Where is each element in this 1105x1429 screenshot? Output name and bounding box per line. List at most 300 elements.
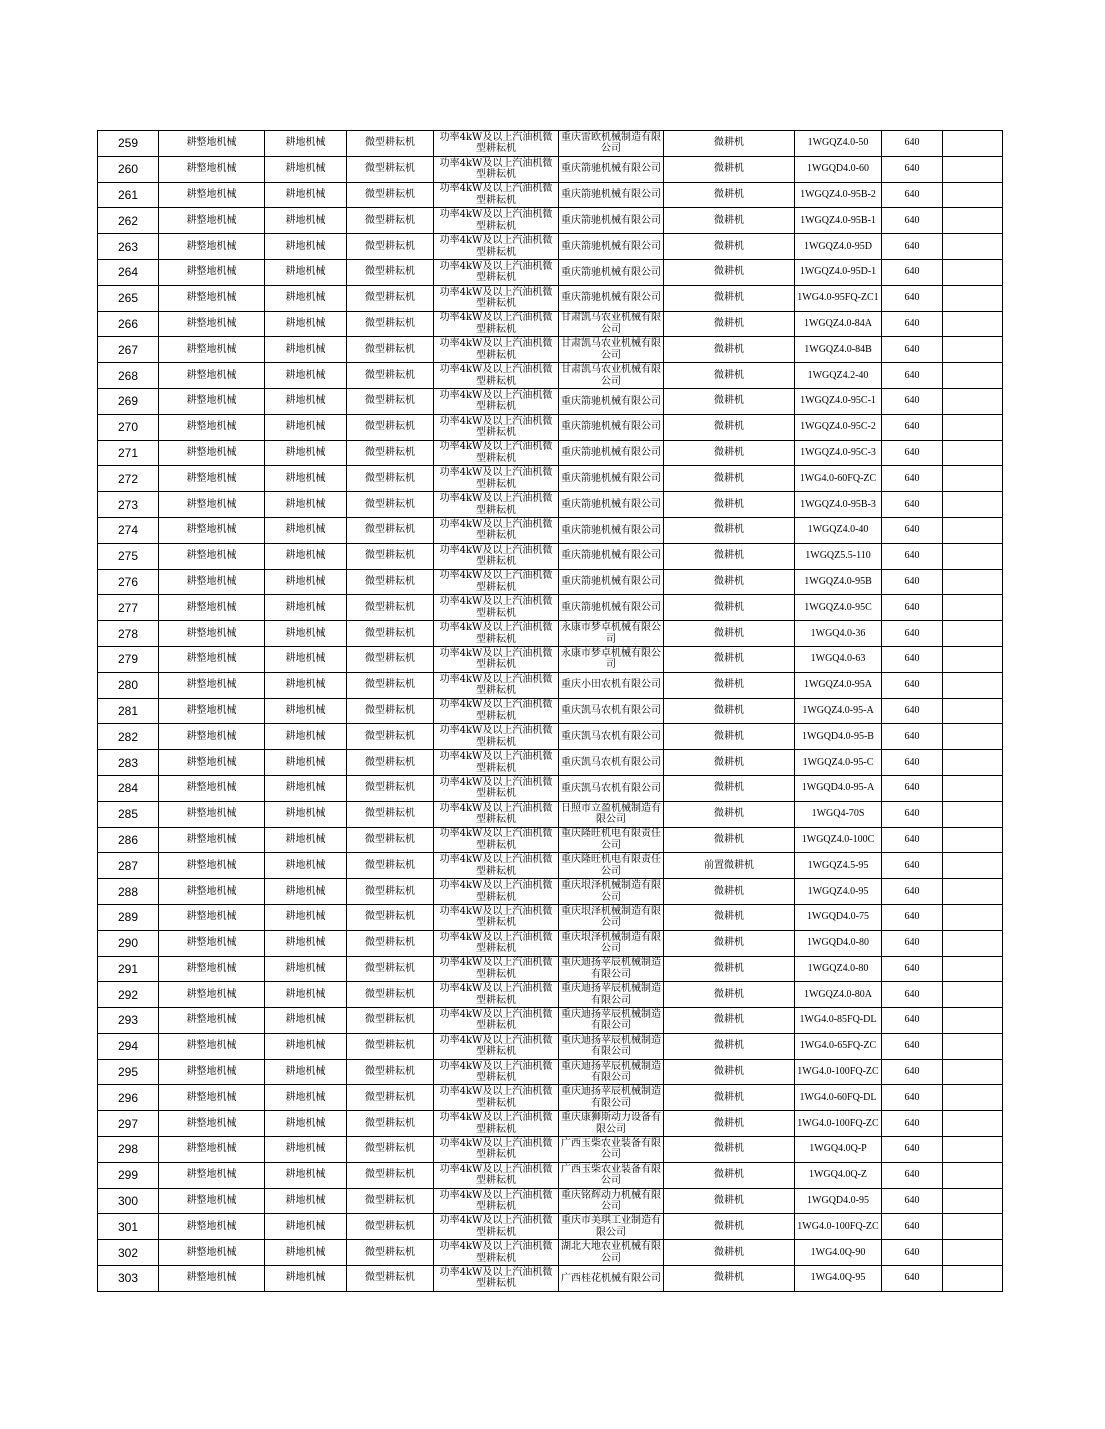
category-cell: 耕整地机械 <box>159 930 265 956</box>
grade-spec-cell <box>434 1240 559 1266</box>
grade-spec-cell <box>434 363 559 389</box>
product-name-cell: 微耕机 <box>664 1162 795 1188</box>
model-cell: 1WGQD4.0-95-B <box>795 724 882 750</box>
product-name-cell: 微耕机 <box>664 517 795 543</box>
grade-spec-cell <box>434 1085 559 1111</box>
product-name-cell: 微耕机 <box>664 1240 795 1266</box>
table-row <box>98 182 1003 208</box>
serial-number-cell: 286 <box>98 827 159 853</box>
subcategory-cell: 耕地机械 <box>265 466 347 492</box>
remark-cell <box>943 801 1003 827</box>
model-cell: 1WGQD4.0-80 <box>795 930 882 956</box>
model-cell: 1WG4.0Q-95 <box>795 1266 882 1292</box>
subcategory-cell: 耕地机械 <box>265 1137 347 1163</box>
manufacturer-cell-text: 日照市立盈机械制造有限公司 <box>561 802 661 826</box>
subsidy-amount-cell: 640 <box>882 595 943 621</box>
table-row <box>98 311 1003 337</box>
subcategory-cell: 耕地机械 <box>265 440 347 466</box>
table-row <box>98 1240 1003 1266</box>
category-cell: 耕整地机械 <box>159 543 265 569</box>
subsidy-amount-cell: 640 <box>882 853 943 879</box>
manufacturer-cell <box>559 259 664 285</box>
product-name-cell: 微耕机 <box>664 672 795 698</box>
grade-spec-cell <box>434 208 559 234</box>
grade-spec-cell <box>434 131 559 157</box>
grade-spec-cell-text: 功率4kW及以上汽油机微型耕耘机 <box>439 931 553 955</box>
grade-spec-cell <box>434 775 559 801</box>
manufacturer-cell <box>559 775 664 801</box>
manufacturer-cell <box>559 569 664 595</box>
product-name-cell: 微耕机 <box>664 750 795 776</box>
item-cell: 微型耕耘机 <box>347 466 434 492</box>
grade-spec-cell <box>434 827 559 853</box>
category-cell: 耕整地机械 <box>159 1008 265 1034</box>
grade-spec-cell <box>434 672 559 698</box>
remark-cell <box>943 853 1003 879</box>
manufacturer-cell-text: 重庆小田农机有限公司 <box>561 679 661 691</box>
category-cell: 耕整地机械 <box>159 724 265 750</box>
remark-cell <box>943 492 1003 518</box>
serial-number-cell: 268 <box>98 363 159 389</box>
item-cell: 微型耕耘机 <box>347 440 434 466</box>
model-cell: 1WG4.0-100FQ-ZC <box>795 1111 882 1137</box>
manufacturer-cell <box>559 156 664 182</box>
product-name-cell: 微耕机 <box>664 646 795 672</box>
item-cell: 微型耕耘机 <box>347 801 434 827</box>
product-name-cell: 微耕机 <box>664 1008 795 1034</box>
serial-number-cell: 300 <box>98 1188 159 1214</box>
product-name-cell: 微耕机 <box>664 311 795 337</box>
subsidy-amount-cell: 640 <box>882 827 943 853</box>
grade-spec-cell-text: 功率4kW及以上汽油机微型耕耘机 <box>439 183 553 206</box>
grade-spec-cell <box>434 801 559 827</box>
product-name-cell: 微耕机 <box>664 775 795 801</box>
remark-cell <box>943 930 1003 956</box>
product-name-cell: 微耕机 <box>664 827 795 853</box>
manufacturer-cell-text: 重庆箭驰机械有限公司 <box>561 163 661 175</box>
table-row <box>98 595 1003 621</box>
manufacturer-cell-text: 重庆箭驰机械有限公司 <box>561 498 661 510</box>
serial-number-cell: 284 <box>98 775 159 801</box>
category-cell: 耕整地机械 <box>159 621 265 647</box>
serial-number-cell: 291 <box>98 956 159 982</box>
manufacturer-cell-text: 重庆垠泽机械制造有限公司 <box>561 905 661 929</box>
table-row <box>98 543 1003 569</box>
serial-number-cell: 276 <box>98 569 159 595</box>
grade-spec-cell-text: 功率4kW及以上汽油机微型耕耘机 <box>439 622 553 645</box>
category-cell: 耕整地机械 <box>159 956 265 982</box>
grade-spec-cell <box>434 388 559 414</box>
grade-spec-cell <box>434 1162 559 1188</box>
subcategory-cell: 耕地机械 <box>265 259 347 285</box>
remark-cell <box>943 131 1003 157</box>
manufacturer-cell <box>559 1033 664 1059</box>
grade-spec-cell-text: 功率4kW及以上汽油机微型耕耘机 <box>439 389 553 413</box>
serial-number-cell: 260 <box>98 156 159 182</box>
category-cell: 耕整地机械 <box>159 388 265 414</box>
product-name-cell: 前置微耕机 <box>664 853 795 879</box>
product-name-cell: 微耕机 <box>664 363 795 389</box>
manufacturer-cell <box>559 285 664 311</box>
grade-spec-cell <box>434 1266 559 1292</box>
category-cell: 耕整地机械 <box>159 311 265 337</box>
remark-cell <box>943 1188 1003 1214</box>
grade-spec-cell-text: 功率4kW及以上汽油机微型耕耘机 <box>439 260 553 284</box>
grade-spec-cell-text: 功率4kW及以上汽油机微型耕耘机 <box>439 1008 553 1032</box>
manufacturer-cell-text: 重庆康狮斯动力设备有限公司 <box>561 1112 661 1135</box>
grade-spec-cell-text: 功率4kW及以上汽油机微型耕耘机 <box>439 157 553 181</box>
category-cell: 耕整地机械 <box>159 517 265 543</box>
subsidy-amount-cell: 640 <box>882 1033 943 1059</box>
grade-spec-cell-text: 功率4kW及以上汽油机微型耕耘机 <box>439 828 553 851</box>
manufacturer-cell <box>559 879 664 905</box>
item-cell: 微型耕耘机 <box>347 1111 434 1137</box>
grade-spec-cell <box>434 1137 559 1163</box>
product-name-cell: 微耕机 <box>664 543 795 569</box>
subcategory-cell: 耕地机械 <box>265 879 347 905</box>
item-cell: 微型耕耘机 <box>347 517 434 543</box>
item-cell: 微型耕耘机 <box>347 156 434 182</box>
model-cell: 1WG4.0-100FQ-ZC <box>795 1214 882 1240</box>
serial-number-cell: 266 <box>98 311 159 337</box>
manufacturer-cell-text: 甘肃凯马农业机械有限公司 <box>561 312 661 335</box>
grade-spec-cell <box>434 1008 559 1034</box>
table-row <box>98 982 1003 1008</box>
grade-spec-cell-text: 功率4kW及以上汽油机微型耕耘机 <box>439 1112 553 1135</box>
manufacturer-cell-text: 永康市梦卓机械有限公司 <box>561 647 661 671</box>
subsidy-amount-cell: 640 <box>882 414 943 440</box>
product-name-cell: 微耕机 <box>664 1266 795 1292</box>
product-name-cell: 微耕机 <box>664 595 795 621</box>
serial-number-cell: 290 <box>98 930 159 956</box>
serial-number-cell: 293 <box>98 1008 159 1034</box>
category-cell: 耕整地机械 <box>159 595 265 621</box>
grade-spec-cell <box>434 492 559 518</box>
grade-spec-cell-text: 功率4kW及以上汽油机微型耕耘机 <box>439 235 553 258</box>
serial-number-cell: 303 <box>98 1266 159 1292</box>
category-cell: 耕整地机械 <box>159 492 265 518</box>
model-cell: 1WGQZ4.0-50 <box>795 131 882 157</box>
category-cell: 耕整地机械 <box>159 646 265 672</box>
item-cell: 微型耕耘机 <box>347 543 434 569</box>
serial-number-cell: 301 <box>98 1214 159 1240</box>
item-cell: 微型耕耘机 <box>347 569 434 595</box>
grade-spec-cell-text: 功率4kW及以上汽油机微型耕耘机 <box>439 415 553 439</box>
grade-spec-cell-text: 功率4kW及以上汽油机微型耕耘机 <box>439 983 553 1006</box>
subcategory-cell: 耕地机械 <box>265 1059 347 1085</box>
grade-spec-cell-text: 功率4kW及以上汽油机微型耕耘机 <box>439 802 553 826</box>
subsidy-amount-cell: 640 <box>882 750 943 776</box>
product-name-cell: 微耕机 <box>664 621 795 647</box>
grade-spec-cell <box>434 698 559 724</box>
subsidy-amount-cell: 640 <box>882 1085 943 1111</box>
subcategory-cell: 耕地机械 <box>265 1162 347 1188</box>
manufacturer-cell-text: 重庆箭驰机械有限公司 <box>561 215 661 227</box>
category-cell: 耕整地机械 <box>159 285 265 311</box>
subsidy-amount-cell: 640 <box>882 1188 943 1214</box>
category-cell: 耕整地机械 <box>159 569 265 595</box>
product-name-cell: 微耕机 <box>664 131 795 157</box>
item-cell: 微型耕耘机 <box>347 208 434 234</box>
model-cell: 1WGQD4.0-60 <box>795 156 882 182</box>
subsidy-amount-cell: 640 <box>882 182 943 208</box>
subsidy-amount-cell: 640 <box>882 672 943 698</box>
category-cell: 耕整地机械 <box>159 827 265 853</box>
manufacturer-cell-text: 重庆箭驰机械有限公司 <box>561 550 661 562</box>
item-cell: 微型耕耘机 <box>347 337 434 363</box>
remark-cell <box>943 414 1003 440</box>
remark-cell <box>943 879 1003 905</box>
remark-cell <box>943 698 1003 724</box>
subsidy-amount-cell: 640 <box>882 543 943 569</box>
serial-number-cell: 275 <box>98 543 159 569</box>
manufacturer-cell <box>559 363 664 389</box>
subsidy-amount-cell: 640 <box>882 1240 943 1266</box>
item-cell: 微型耕耘机 <box>347 672 434 698</box>
model-cell: 1WGQZ4.0-95B-3 <box>795 492 882 518</box>
category-cell: 耕整地机械 <box>159 853 265 879</box>
product-name-cell: 微耕机 <box>664 388 795 414</box>
serial-number-cell: 279 <box>98 646 159 672</box>
subcategory-cell: 耕地机械 <box>265 363 347 389</box>
category-cell: 耕整地机械 <box>159 1033 265 1059</box>
product-name-cell: 微耕机 <box>664 956 795 982</box>
item-cell: 微型耕耘机 <box>347 1033 434 1059</box>
model-cell: 1WGQZ4.0-95B-1 <box>795 208 882 234</box>
subsidy-amount-cell: 640 <box>882 517 943 543</box>
table-body <box>98 131 1003 1292</box>
grade-spec-cell-text: 功率4kW及以上汽油机微型耕耘机 <box>439 751 553 774</box>
subcategory-cell: 耕地机械 <box>265 492 347 518</box>
serial-number-cell: 292 <box>98 982 159 1008</box>
model-cell: 1WGQ4.0-36 <box>795 621 882 647</box>
remark-cell <box>943 182 1003 208</box>
item-cell: 微型耕耘机 <box>347 1266 434 1292</box>
grade-spec-cell <box>434 337 559 363</box>
subsidy-amount-cell: 640 <box>882 311 943 337</box>
grade-spec-cell <box>434 879 559 905</box>
product-name-cell: 微耕机 <box>664 337 795 363</box>
subcategory-cell: 耕地机械 <box>265 646 347 672</box>
model-cell: 1WGQZ5.5-110 <box>795 543 882 569</box>
manufacturer-cell <box>559 930 664 956</box>
remark-cell <box>943 1008 1003 1034</box>
table-row <box>98 801 1003 827</box>
table-row <box>98 1266 1003 1292</box>
manufacturer-cell <box>559 1085 664 1111</box>
manufacturer-cell <box>559 956 664 982</box>
remark-cell <box>943 156 1003 182</box>
category-cell: 耕整地机械 <box>159 1111 265 1137</box>
remark-cell <box>943 982 1003 1008</box>
manufacturer-cell-text: 重庆箭驰机械有限公司 <box>561 473 661 484</box>
model-cell: 1WGQD4.0-75 <box>795 904 882 930</box>
machinery-table <box>97 130 1003 1292</box>
manufacturer-cell <box>559 621 664 647</box>
model-cell: 1WGQ4.0Q-Z <box>795 1162 882 1188</box>
manufacturer-cell <box>559 698 664 724</box>
table-row <box>98 724 1003 750</box>
model-cell: 1WGQZ4.0-80 <box>795 956 882 982</box>
table-row <box>98 156 1003 182</box>
item-cell: 微型耕耘机 <box>347 698 434 724</box>
subcategory-cell: 耕地机械 <box>265 569 347 595</box>
serial-number-cell: 302 <box>98 1240 159 1266</box>
subsidy-amount-cell: 640 <box>882 698 943 724</box>
manufacturer-cell <box>559 1137 664 1163</box>
serial-number-cell: 265 <box>98 285 159 311</box>
subcategory-cell: 耕地机械 <box>265 337 347 363</box>
manufacturer-cell-text: 重庆迪扬苹辰机械制造有限公司 <box>561 957 661 980</box>
manufacturer-cell-text: 永康市梦卓机械有限公司 <box>561 622 661 645</box>
manufacturer-cell <box>559 388 664 414</box>
product-name-cell: 微耕机 <box>664 1111 795 1137</box>
serial-number-cell: 267 <box>98 337 159 363</box>
subsidy-amount-cell: 640 <box>882 388 943 414</box>
product-name-cell: 微耕机 <box>664 698 795 724</box>
subcategory-cell: 耕地机械 <box>265 311 347 337</box>
manufacturer-cell-text: 重庆箭驰机械有限公司 <box>561 266 661 278</box>
item-cell: 微型耕耘机 <box>347 1214 434 1240</box>
manufacturer-cell <box>559 1188 664 1214</box>
remark-cell <box>943 1111 1003 1137</box>
subcategory-cell: 耕地机械 <box>265 956 347 982</box>
grade-spec-cell <box>434 724 559 750</box>
model-cell: 1WGQD4.0-95 <box>795 1188 882 1214</box>
grade-spec-cell <box>434 904 559 930</box>
manufacturer-cell <box>559 311 664 337</box>
item-cell: 微型耕耘机 <box>347 1008 434 1034</box>
subsidy-amount-cell: 640 <box>882 982 943 1008</box>
manufacturer-cell <box>559 208 664 234</box>
subsidy-amount-cell: 640 <box>882 956 943 982</box>
grade-spec-cell-text: 功率4kW及以上汽油机微型耕耘机 <box>439 957 553 980</box>
subsidy-amount-cell: 640 <box>882 646 943 672</box>
serial-number-cell: 281 <box>98 698 159 724</box>
category-cell: 耕整地机械 <box>159 1240 265 1266</box>
subcategory-cell: 耕地机械 <box>265 801 347 827</box>
subsidy-amount-cell: 640 <box>882 337 943 363</box>
remark-cell <box>943 1162 1003 1188</box>
grade-spec-cell-text: 功率4kW及以上汽油机微型耕耘机 <box>439 467 553 490</box>
subsidy-amount-cell: 640 <box>882 285 943 311</box>
grade-spec-cell-text: 功率4kW及以上汽油机微型耕耘机 <box>439 286 553 310</box>
grade-spec-cell <box>434 1059 559 1085</box>
manufacturer-cell-text: 广西玉柴农业装备有限公司 <box>561 1137 661 1161</box>
subcategory-cell: 耕地机械 <box>265 750 347 776</box>
item-cell: 微型耕耘机 <box>347 259 434 285</box>
model-cell: 1WGQ4.0Q-P <box>795 1137 882 1163</box>
serial-number-cell: 294 <box>98 1033 159 1059</box>
manufacturer-cell <box>559 182 664 208</box>
grade-spec-cell-text: 功率4kW及以上汽油机微型耕耘机 <box>439 1215 553 1238</box>
grade-spec-cell <box>434 156 559 182</box>
manufacturer-cell-text: 重庆市美琪工业制造有限公司 <box>561 1215 661 1238</box>
subsidy-amount-cell: 640 <box>882 208 943 234</box>
remark-cell <box>943 646 1003 672</box>
table-row <box>98 259 1003 285</box>
grade-spec-cell-text: 功率4kW及以上汽油机微型耕耘机 <box>439 493 553 516</box>
item-cell: 微型耕耘机 <box>347 930 434 956</box>
remark-cell <box>943 672 1003 698</box>
model-cell: 1WGQZ4.5-95 <box>795 853 882 879</box>
table-row <box>98 750 1003 776</box>
grade-spec-cell <box>434 750 559 776</box>
manufacturer-cell <box>559 646 664 672</box>
subsidy-amount-cell: 640 <box>882 724 943 750</box>
subcategory-cell: 耕地机械 <box>265 1214 347 1240</box>
grade-spec-cell-text: 功率4kW及以上汽油机微型耕耘机 <box>439 596 553 619</box>
item-cell: 微型耕耘机 <box>347 775 434 801</box>
remark-cell <box>943 466 1003 492</box>
table-row <box>98 414 1003 440</box>
subsidy-amount-cell: 640 <box>882 1137 943 1163</box>
grade-spec-cell-text: 功率4kW及以上汽油机微型耕耘机 <box>439 364 553 387</box>
grade-spec-cell-text: 功率4kW及以上汽油机微型耕耘机 <box>439 776 553 800</box>
subsidy-amount-cell: 640 <box>882 234 943 260</box>
table-row <box>98 853 1003 879</box>
table-row <box>98 492 1003 518</box>
remark-cell <box>943 775 1003 801</box>
product-name-cell: 微耕机 <box>664 904 795 930</box>
manufacturer-cell <box>559 595 664 621</box>
category-cell: 耕整地机械 <box>159 1059 265 1085</box>
subsidy-amount-cell: 640 <box>882 131 943 157</box>
product-name-cell: 微耕机 <box>664 724 795 750</box>
serial-number-cell: 289 <box>98 904 159 930</box>
grade-spec-cell-text: 功率4kW及以上汽油机微型耕耘机 <box>439 518 553 542</box>
item-cell: 微型耕耘机 <box>347 853 434 879</box>
grade-spec-cell <box>434 1188 559 1214</box>
grade-spec-cell <box>434 543 559 569</box>
item-cell: 微型耕耘机 <box>347 879 434 905</box>
serial-number-cell: 283 <box>98 750 159 776</box>
category-cell: 耕整地机械 <box>159 1266 265 1292</box>
category-cell: 耕整地机械 <box>159 156 265 182</box>
category-cell: 耕整地机械 <box>159 982 265 1008</box>
model-cell: 1WG4.0Q-90 <box>795 1240 882 1266</box>
category-cell: 耕整地机械 <box>159 775 265 801</box>
subsidy-amount-cell: 640 <box>882 1111 943 1137</box>
manufacturer-cell <box>559 1008 664 1034</box>
manufacturer-cell-text: 重庆迪扬苹辰机械制造有限公司 <box>561 1060 661 1084</box>
subsidy-amount-cell: 640 <box>882 156 943 182</box>
subsidy-amount-cell: 640 <box>882 621 943 647</box>
remark-cell <box>943 569 1003 595</box>
grade-spec-cell <box>434 1111 559 1137</box>
grade-spec-cell <box>434 646 559 672</box>
serial-number-cell: 272 <box>98 466 159 492</box>
remark-cell <box>943 904 1003 930</box>
table-row <box>98 646 1003 672</box>
table-row <box>98 285 1003 311</box>
subcategory-cell: 耕地机械 <box>265 698 347 724</box>
manufacturer-cell <box>559 337 664 363</box>
grade-spec-cell <box>434 595 559 621</box>
model-cell: 1WGQZ4.2-40 <box>795 363 882 389</box>
remark-cell <box>943 827 1003 853</box>
model-cell: 1WGQ4.0-63 <box>795 646 882 672</box>
item-cell: 微型耕耘机 <box>347 311 434 337</box>
product-name-cell: 微耕机 <box>664 182 795 208</box>
table-row <box>98 621 1003 647</box>
grade-spec-cell-text: 功率4kW及以上汽油机微型耕耘机 <box>439 854 553 877</box>
model-cell: 1WGQZ4.0-84B <box>795 337 882 363</box>
manufacturer-cell <box>559 492 664 518</box>
manufacturer-cell-text: 重庆铭辉动力机械有限公司 <box>561 1189 661 1213</box>
manufacturer-cell-text: 重庆凯马农机有限公司 <box>561 730 661 742</box>
table-row <box>98 1033 1003 1059</box>
